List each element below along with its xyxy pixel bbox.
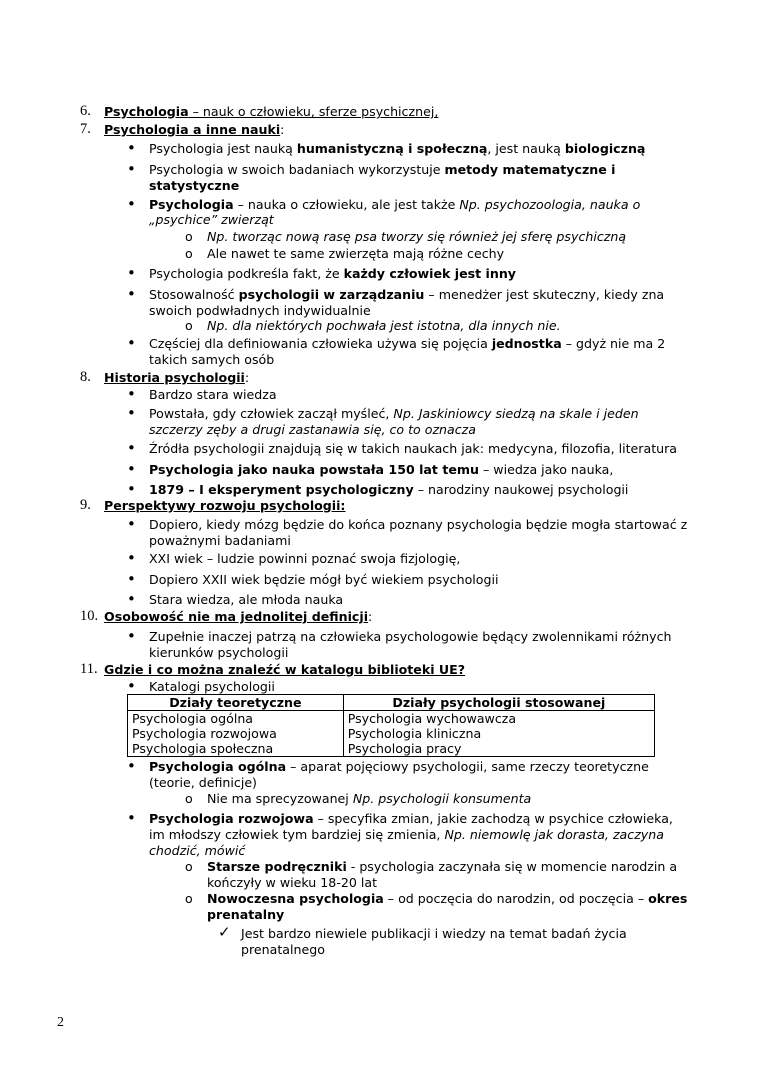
list-item-continuation: swoich podwładnych indywidualnie (149, 303, 371, 318)
bullet-icon: • (127, 480, 136, 498)
checkmark-icon: ✓ (218, 923, 231, 941)
list-number: 10. (80, 608, 99, 624)
list-item: Psychologia jako nauka powstała 150 lat temu – wiedza jako nauka, (149, 462, 614, 477)
list-number: 11. (80, 661, 98, 677)
sub-list-item: Nie ma sprecyzowanej Np. psychologii konsumenta (207, 791, 532, 806)
bullet-icon: • (127, 677, 136, 695)
section-heading: Gdzie i co można znaleźć w katalogu biblioteki UE? (104, 662, 466, 677)
table-header: Działy teoretyczne (128, 695, 344, 711)
list-item: XXI wiek – ludzie powinni poznać swoja fizjologię, (149, 551, 461, 566)
list-item-continuation: chodzić, mówić (149, 843, 246, 858)
list-item: Psychologia – nauk o człowieku, sferze psychicznej, (104, 104, 439, 119)
sub-list-item-continuation: kończyły w wieku 18-20 lat (207, 875, 378, 890)
list-item: Psychologia rozwojowa – specyfika zmian, jakie zachodzą w psychice człowieka, (149, 811, 673, 826)
sub-list-item: Np. dla niektórych pochwała jest istotna, dla innych nie. (207, 318, 561, 333)
bullet-icon: • (127, 139, 136, 157)
table-header-row (128, 695, 655, 711)
bullet-icon: • (127, 404, 136, 422)
list-item-continuation: takich samych osób (149, 352, 275, 367)
bullet-icon: • (127, 809, 136, 827)
list-item-continuation: „psychice” zwierząt (149, 212, 274, 227)
bullet-icon: • (127, 439, 136, 457)
sub-list-item: Ale nawet te same zwierzęta mają różne cechy (207, 246, 505, 261)
sub-sub-list-item: Jest bardzo niewiele publikacji i wiedzy na temat badań życia (241, 926, 627, 941)
sub-sub-list-item-continuation: prenatalnego (241, 942, 325, 957)
list-item: Psychologia w swoich badaniach wykorzystuje metody matematyczne i (149, 162, 616, 177)
list-item: Psychologia – nauka o człowieku, ale jest także Np. psychozoologia, nauka o (149, 197, 641, 212)
list-number: 6. (80, 103, 91, 119)
table-cell: Psychologia wychowawcza Psychologia kliniczna Psychologia pracy (343, 711, 654, 757)
list-item: Częściej dla definiowania człowieka używa się pojęcia jednostka – gdyż nie ma 2 (149, 336, 666, 351)
list-item: Powstała, gdy człowiek zaczął myśleć, Np. Jaskiniowcy siedzą na skale i jeden (149, 406, 639, 421)
list-item: Katalogi psychologii (149, 679, 275, 694)
list-item: Stosowalność psychologii w zarządzaniu – menedżer jest skuteczny, kiedy zna (149, 287, 665, 302)
sub-bullet-icon: o (185, 791, 193, 806)
table-header: Działy psychologii stosowanej (343, 695, 654, 711)
sub-bullet-icon: o (185, 891, 193, 906)
sub-list-item-continuation: prenatalny (207, 907, 285, 922)
bullet-icon: • (127, 285, 136, 303)
list-item: Stara wiedza, ale młoda nauka (149, 592, 344, 607)
list-item-continuation: im młodszy człowiek tym bardziej się zmienia, Np. niemowlę jak dorasta, zaczyna (149, 827, 664, 842)
list-item-continuation: (teorie, definicje) (149, 775, 257, 790)
list-item-continuation: poważnymi badaniami (149, 533, 291, 548)
list-item-continuation: statystyczne (149, 178, 240, 193)
bullet-icon: • (127, 385, 136, 403)
section-heading: Perspektywy rozwoju psychologii: (104, 498, 346, 513)
bullet-icon: • (127, 570, 136, 588)
section-heading: Psychologia a inne nauki: (104, 122, 285, 137)
list-item: Psychologia ogólna – aparat pojęciowy psychologii, same rzeczy teoretyczne (149, 759, 649, 774)
list-number: 7. (80, 121, 91, 137)
catalog-table (127, 694, 655, 757)
list-item: Psychologia podkreśla fakt, że każdy człowiek jest inny (149, 266, 516, 281)
list-item: 1879 – I eksperyment psychologiczny – narodziny naukowej psychologii (149, 482, 629, 497)
section-heading: Historia psychologii: (104, 370, 250, 385)
sub-bullet-icon: o (185, 246, 193, 261)
bullet-icon: • (127, 549, 136, 567)
list-number: 8. (80, 369, 91, 385)
bullet-icon: • (127, 195, 136, 213)
list-item: Dopiero XXII wiek będzie mógł być wiekiem psychologii (149, 572, 499, 587)
sub-list-item: Np. tworząc nową rasę psa tworzy się również jej sferę psychiczną (207, 229, 627, 244)
bullet-icon: • (127, 160, 136, 178)
list-item: Dopiero, kiedy mózg będzie do końca poznany psychologia będzie mogła startować z (149, 517, 688, 532)
list-item-continuation: kierunków psychologii (149, 645, 289, 660)
list-number: 9. (80, 497, 91, 513)
sub-list-item: Nowoczesna psychologia – od poczęcia do narodzin, od poczęcia – okres (207, 891, 688, 906)
list-item: Bardzo stara wiedza (149, 387, 277, 402)
list-item: Źródła psychologii znajdują się w takich naukach jak: medycyna, filozofia, literatura (149, 441, 678, 456)
bullet-icon: • (127, 757, 136, 775)
bullet-icon: • (127, 460, 136, 478)
bullet-icon: • (127, 627, 136, 645)
sub-bullet-icon: o (185, 859, 193, 874)
bullet-icon: • (127, 590, 136, 608)
list-item: Zupełnie inaczej patrzą na człowieka psychologowie będący zwolennikami różnych (149, 629, 672, 644)
bullet-icon: • (127, 334, 136, 352)
sub-bullet-icon: o (185, 229, 193, 244)
table-row (128, 711, 655, 757)
section-heading: Osobowość nie ma jednolitej definicji: (104, 609, 373, 624)
bullet-icon: • (127, 264, 136, 282)
list-item-continuation: szczerzy zęby a drugi zastanawia się, co to oznacza (149, 422, 477, 437)
page-number: 2 (57, 1015, 64, 1030)
list-item: Psychologia jest nauką humanistyczną i społeczną, jest nauką biologiczną (149, 141, 646, 156)
table-cell: Psychologia ogólna Psychologia rozwojowa Psychologia społeczna (128, 711, 344, 757)
sub-list-item: Starsze podręczniki - psychologia zaczynała się w momencie narodzin a (207, 859, 678, 874)
bullet-icon: • (127, 515, 136, 533)
sub-bullet-icon: o (185, 318, 193, 333)
